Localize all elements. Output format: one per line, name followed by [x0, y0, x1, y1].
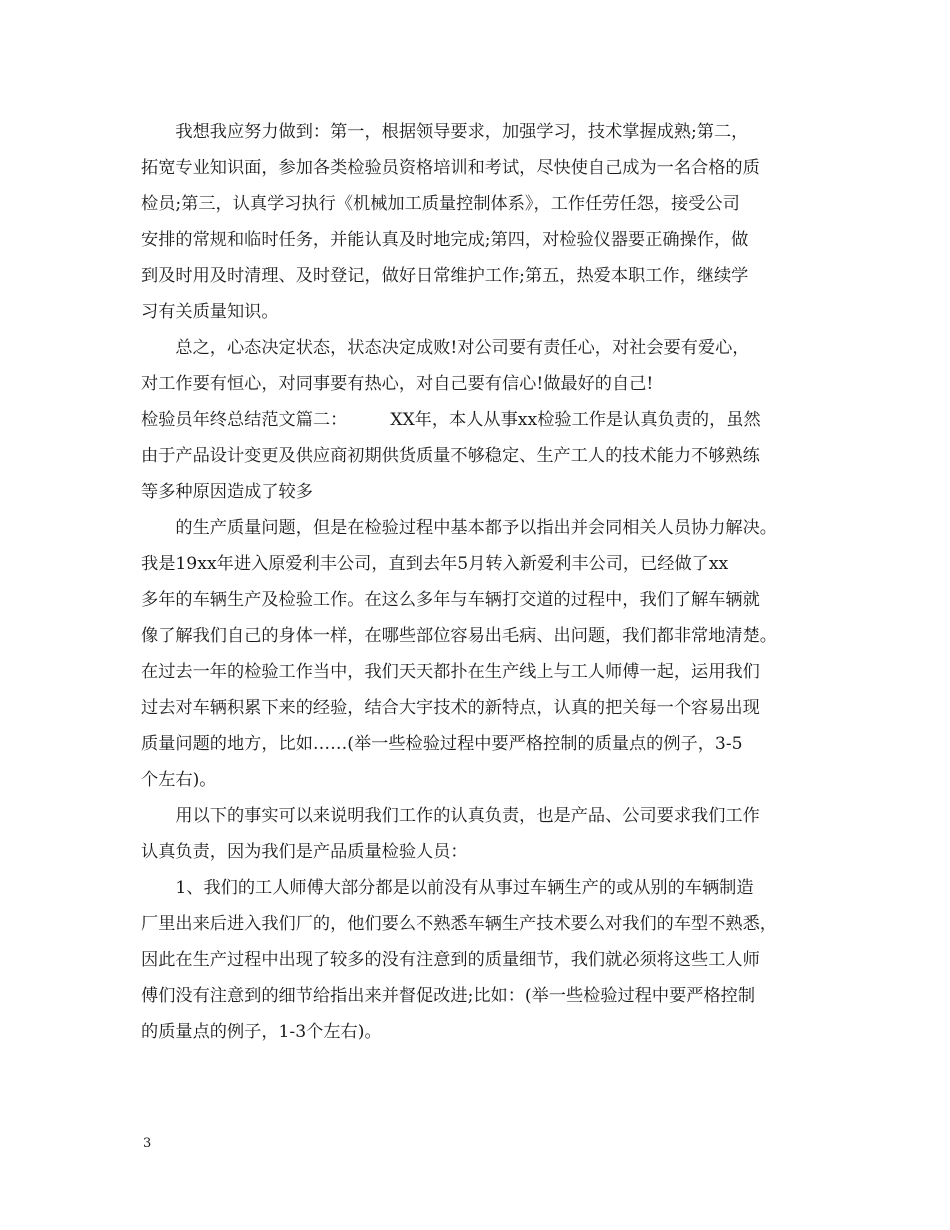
text-line: 安排的常规和临时任务，并能认真及时地完成;第四，对检验仪器要正确操作，做: [141, 230, 749, 250]
text-line: 1、我们的工人师傅大部分都是以前没有从事过车辆生产的或从别的车辆制造: [141, 878, 754, 898]
text-line: 用以下的事实可以来说明我们工作的认真负责，也是产品、公司要求我们工作: [141, 806, 760, 826]
text-line: 习有关质量知识。: [141, 302, 279, 322]
page-number: 3: [143, 1136, 152, 1151]
section-heading-line: 检验员年终总结范文篇二： XX年，本人从事xx检验工作是认真负责的，虽然: [141, 410, 761, 430]
text-line: 多年的车辆生产及检验工作。在这么多年与车辆打交道的过程中，我们了解车辆就: [141, 590, 760, 610]
text-line: 认真负责，因为我们是产品质量检验人员：: [141, 842, 468, 862]
text-line: 的生产质量问题，但是在检验过程中基本都予以指出并会同相关人员协力解决。: [141, 518, 777, 538]
text-line: 我想我应努力做到：第一，根据领导要求，加强学习，技术掌握成熟;第二，: [141, 122, 749, 142]
text-line: 拓宽专业知识面，参加各类检验员资格培训和考试，尽快使自己成为一名合格的质: [141, 158, 760, 178]
text-line: 检员;第三，认真学习执行《机械加工质量控制体系》，工作任劳任怨，接受公司: [141, 194, 740, 214]
text-line: 我是19xx年进入原爱利丰公司，直到去年5月转入新爱利丰公司，已经做了xx: [141, 554, 729, 574]
text-line: 因此在生产过程中出现了较多的没有注意到的质量细节，我们就必须将这些工人师: [141, 950, 760, 970]
text-line: 等多种原因造成了较多: [141, 482, 313, 502]
text-line: 傅们没有注意到的细节给指出来并督促改进;比如：(举一些检验过程中要严格控制: [141, 986, 756, 1006]
text-line: 质量问题的地方，比如……(举一些检验过程中要严格控制的质量点的例子，3-5: [141, 734, 743, 754]
text-line: 过去对车辆积累下来的经验，结合大宇技术的新特点，认真的把关每一个容易出现: [141, 698, 760, 718]
text-line: 的质量点的例子，1-3个左右)。: [141, 1022, 382, 1042]
text-line: 个左右)。: [141, 770, 217, 790]
text-line: 总之，心态决定状态，状态决定成败!对公司要有责任心，对社会要有爱心，: [141, 338, 750, 358]
text-line: 在过去一年的检验工作当中，我们天天都扑在生产线上与工人师傅一起，运用我们: [141, 662, 760, 682]
text-line: 像了解我们自己的身体一样，在哪些部位容易出毛病、出问题，我们都非常地清楚。: [141, 626, 777, 646]
text-line: 厂里出来后进入我们厂的，他们要么不熟悉车辆生产技术要么对我们的车型不熟悉，: [141, 914, 777, 934]
text-line: 到及时用及时清理、及时登记，做好日常维护工作;第五，热爱本职工作，继续学: [141, 266, 749, 286]
text-line: 由于产品设计变更及供应商初期供货质量不够稳定、生产工人的技术能力不够熟练: [141, 446, 760, 466]
text-line: 对工作要有恒心，对同事要有热心，对自己要有信心!做最好的自己!: [141, 374, 654, 394]
